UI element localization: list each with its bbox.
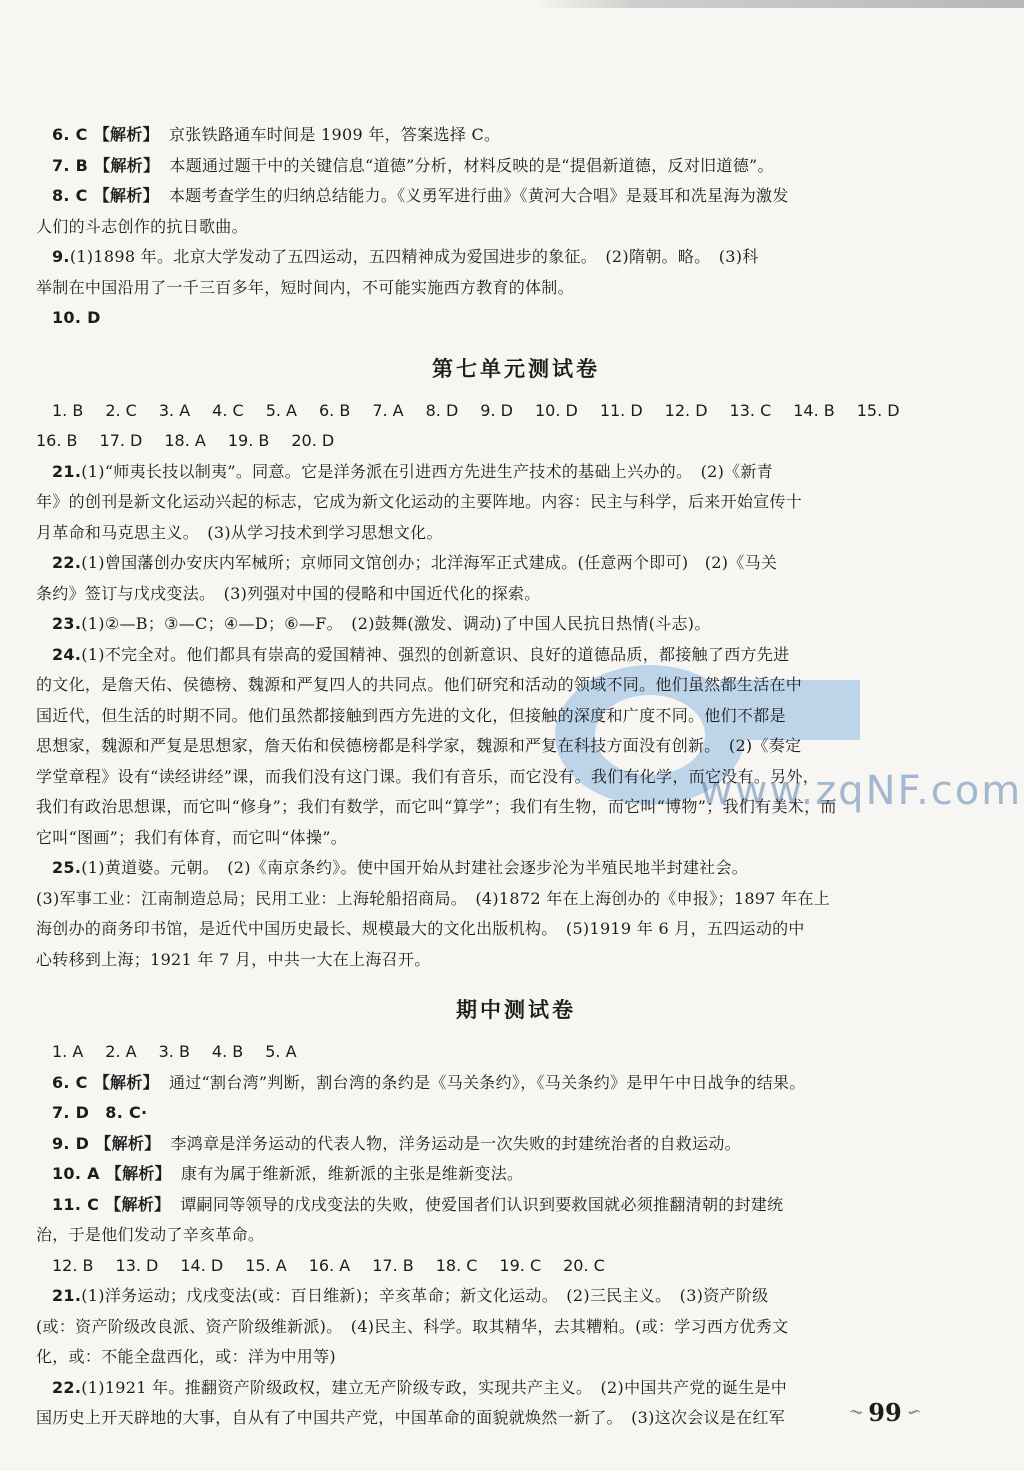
answer-line: 22.(1)1921 年。推翻资产阶级政权，建立无产阶级专政，实现共产主义。 (2)中国共产党的诞生是中 bbox=[52, 1377, 788, 1397]
answer-line: 7. D 8. C· bbox=[52, 1103, 148, 1122]
watermark-text: www.zqNF.com bbox=[700, 768, 1023, 814]
answer-line: 我们有政治思想课，而它叫“修身”；我们有数学，而它叫“算学”；我们有生物，而它叫“博物”；我们有美术，而 bbox=[36, 797, 837, 816]
left-ornament-icon bbox=[850, 1404, 862, 1420]
page-number-text: 99 bbox=[868, 1397, 902, 1427]
answer-line: 治，于是他们发动了辛亥革命。 bbox=[36, 1225, 265, 1244]
answer-line: 国近代，但生活的时期不同。他们虽然都接触到西方先进的文化，但接触的深度和广度不同。他们不都是 bbox=[36, 705, 786, 725]
section1-answers bbox=[36, 457, 996, 976]
answer-line: 心转移到上海；1921 年 7 月，中共一大在上海召开。 bbox=[36, 949, 431, 969]
answer-line: 25.(1)黄道婆。元朝。 (2)《南京条约》。使中国开始从封建社会逐步沦为半殖民地半封建社会。 bbox=[52, 858, 749, 877]
answer-line: 思想家，魏源和严复是思想家，詹天佑和侯德榜都是科学家，魏源和严复在科技方面没有创新。 (2)《奏定 bbox=[36, 736, 802, 755]
section-title: 第七单元测试卷 bbox=[432, 355, 600, 381]
answer-line: 月革命和马克思主义。 (3)从学习技术到学习思想文化。 bbox=[36, 522, 443, 542]
answer-line: 23.(1)②—B；③—C；④—D；⑥—F。 (2)鼓舞(激发、调动)了中国人民抗日热情(斗志)。 bbox=[52, 614, 711, 633]
answer-line: 人们的斗志创作的抗日歌曲。 bbox=[36, 216, 248, 236]
page-top-edge bbox=[0, 0, 1024, 8]
answer-line: 国历史上开天辟地的大事，自从有了中国共产党，中国革命的面貌就焕然一新了。 (3)这次会议是在红军 bbox=[36, 1408, 786, 1427]
answer-line: 21.(1)洋务运动；戊戌变法(或：百日维新)；辛亥革命；新文化运动。 (2)三民主义。 (3)资产阶级 bbox=[52, 1286, 769, 1305]
answer-line: 的文化，是詹天佑、侯德榜、魏源和严复四人的共同点。他们研究和活动的领域不同。他们虽然都生活在中 bbox=[36, 675, 803, 694]
answer-line: 10. D bbox=[52, 308, 101, 327]
answer-content bbox=[36, 120, 996, 1434]
mc-answers-row: 16. B 17. D 18. A 19. B 20. D bbox=[36, 431, 335, 450]
answer-line: 年》的创刊是新文化运动兴起的标志，它成为新文化运动的主要阵地。内容：民主与科学，后来开始宣传十 bbox=[36, 492, 803, 511]
answer-line: 化，或：不能全盘西化，或：洋为中用等) bbox=[36, 1347, 336, 1366]
page-number bbox=[850, 1392, 920, 1432]
right-ornament-icon bbox=[908, 1404, 920, 1420]
answer-line: 21.(1)“师夷长技以制夷”。同意。它是洋务派在引进西方先进生产技术的基础上兴办的。 (2)《新青 bbox=[52, 461, 774, 481]
answer-line: 学堂章程》设有“读经讲经”课，而我们没有这门课。我们有音乐，而它没有。我们有化学，而它没有。另外， bbox=[36, 766, 820, 786]
mc-answers-row: 1. A 2. A 3. B 4. B 5. A bbox=[52, 1042, 297, 1061]
answer-line: 9. D 【解析】 李鸿章是洋务运动的代表人物，洋务运动是一次失败的封建统治者的自救运动。 bbox=[52, 1133, 741, 1153]
answer-line: 6. C 【解析】 通过“割台湾”判断，割台湾的条约是《马关条约》，《马关条约》是甲午中日战争的结果。 bbox=[52, 1072, 806, 1092]
answer-line: 7. B 【解析】 本题通过题干中的关键信息“道德”分析，材料反映的是“提倡新道德，反对旧道德”。 bbox=[52, 155, 774, 175]
answer-line: 6. C 【解析】 京张铁路通车时间是 1909 年，答案选择 C。 bbox=[52, 125, 501, 144]
answer-line: 海创办的商务印书馆，是近代中国历史最长、规模最大的文化出版机构。 (5)1919 年 6 月，五四运动的中 bbox=[36, 919, 805, 938]
top-answers bbox=[36, 120, 996, 334]
section2-answers bbox=[36, 1068, 996, 1251]
answer-line: 它叫“图画”；我们有体育，而它叫“体操”。 bbox=[36, 827, 348, 847]
section-title: 期中测试卷 bbox=[456, 997, 576, 1022]
answer-line: 举制在中国沿用了一千三百多年，短时间内，不可能实施西方教育的体制。 bbox=[36, 277, 574, 297]
mc-answers-row: 12. B 13. D 14. D 15. A 16. A 17. B 18. C 19. C 20. C bbox=[52, 1255, 605, 1275]
mc-answers-row: 1. B 2. C 3. A 4. C 5. A 6. B 7. A 8. D 9. D 10. D 11. D 12. D 13. C 14. B 15. D bbox=[52, 400, 900, 420]
answer-line: 22.(1)曾国藩创办安庆内军械所；京师同文馆创办；北洋海军正式建成。(任意两个即可) (2)《马关 bbox=[52, 553, 778, 572]
answer-line: (或：资产阶级改良派、资产阶级维新派)。 (4)民主、科学。取其精华，去其糟粕。(或：学习西方优秀文 bbox=[36, 1316, 789, 1336]
answer-line: (3)军事工业：江南制造总局；民用工业：上海轮船招商局。 (4)1872 年在上海创办的《申报》；1897 年在上 bbox=[36, 888, 831, 908]
answer-line: 9.(1)1898 年。北京大学发动了五四运动，五四精神成为爱国进步的象征。 (2)隋朝。略。 (3)科 bbox=[52, 247, 759, 266]
answer-line: 11. C 【解析】 谭嗣同等领导的戊戌变法的失败，使爱国者们认识到要救国就必须推翻清朝的封建统 bbox=[52, 1194, 784, 1214]
answer-line: 24.(1)不完全对。他们都具有崇高的爱国精神、强烈的创新意识、良好的道德品质，都接触了西方先进 bbox=[52, 644, 790, 664]
answer-line: 8. C 【解析】 本题考查学生的归纳总结能力。《义勇军进行曲》《黄河大合唱》是聂耳和冼星海为激发 bbox=[52, 186, 789, 205]
answer-line: 10. A 【解析】 康有为属于维新派，维新派的主张是维新变法。 bbox=[52, 1164, 524, 1183]
answer-line: 条约》签订与戊戌变法。 (3)列强对中国的侵略和中国近代化的探索。 bbox=[36, 583, 541, 603]
